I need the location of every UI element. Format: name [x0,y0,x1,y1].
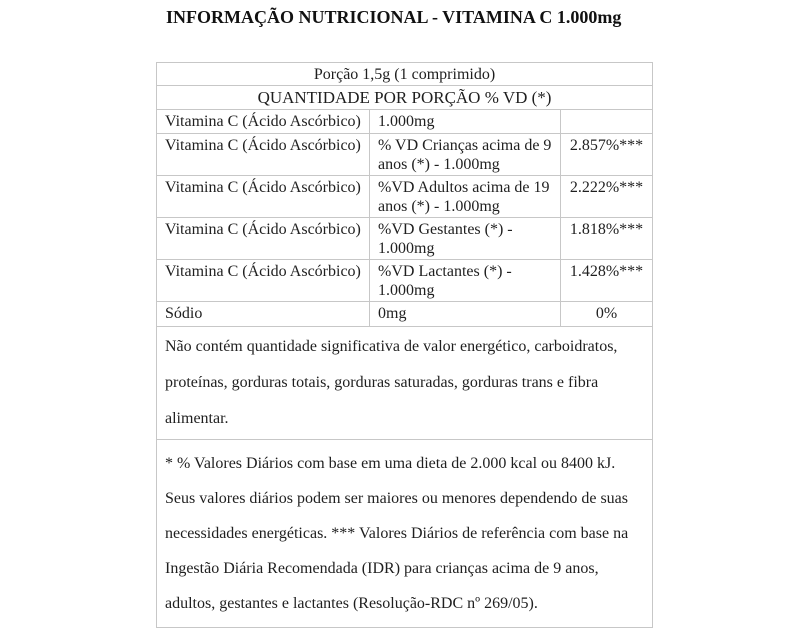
nutrient-name-cell: Vitamina C (Ácido Ascórbico) [157,260,370,302]
vd-cell: 2.857%*** [561,134,653,176]
nutrition-table [156,62,653,628]
no-significant-note: Não contém quantidade significativa de valor energético, carboidratos, proteínas, gorduras totais, gorduras saturadas, gorduras trans e fibra alimentar. [157,327,653,440]
nutrient-name-cell: Vitamina C (Ácido Ascórbico) [157,218,370,260]
amount-cell: %VD Lactantes (*) - 1.000mg [370,260,561,302]
nutrient-name-cell: Vitamina C (Ácido Ascórbico) [157,134,370,176]
nutrient-name-cell: Vitamina C (Ácido Ascórbico) [157,110,370,134]
quantity-per-portion-header: QUANTIDADE POR PORÇÃO % VD (*) [157,86,653,110]
no-significant-note-row [157,327,653,440]
nutrient-name-cell: Sódio [157,302,370,327]
amount-cell: % VD Crianças acima de 9 anos (*) - 1.000mg [370,134,561,176]
vd-cell [561,110,653,134]
daily-values-footnote-row [157,440,653,628]
amount-cell: 0mg [370,302,561,327]
daily-values-footnote: * % Valores Diários com base em uma dieta de 2.000 kcal ou 8400 kJ. Seus valores diários podem ser maiores ou menores dependendo de suas necessidades energéticas. *** Valores Diários de referência com base na Ingestão Diária Recomendada (IDR) para crianças acima de 9 anos, adultos, gestantes e lactantes (Resolução-RDC nº 269/05). [157,440,653,628]
nutrient-name-cell: Vitamina C (Ácido Ascórbico) [157,176,370,218]
portion-label: Porção 1,5g (1 comprimido) [157,63,653,86]
table-header-row [157,86,653,110]
vd-cell: 2.222%*** [561,176,653,218]
table-row [157,134,653,176]
vd-cell: 1.818%*** [561,218,653,260]
amount-cell: 1.000mg [370,110,561,134]
amount-cell: %VD Gestantes (*) - 1.000mg [370,218,561,260]
portion-row [157,63,653,86]
table-row [157,302,653,327]
page-title: INFORMAÇÃO NUTRICIONAL - VITAMINA C 1.000mg [166,7,622,27]
table-row [157,176,653,218]
amount-cell: %VD Adultos acima de 19 anos (*) - 1.000mg [370,176,561,218]
vd-cell: 1.428%*** [561,260,653,302]
table-row [157,260,653,302]
vd-cell: 0% [561,302,653,327]
table-row [157,218,653,260]
table-row [157,110,653,134]
